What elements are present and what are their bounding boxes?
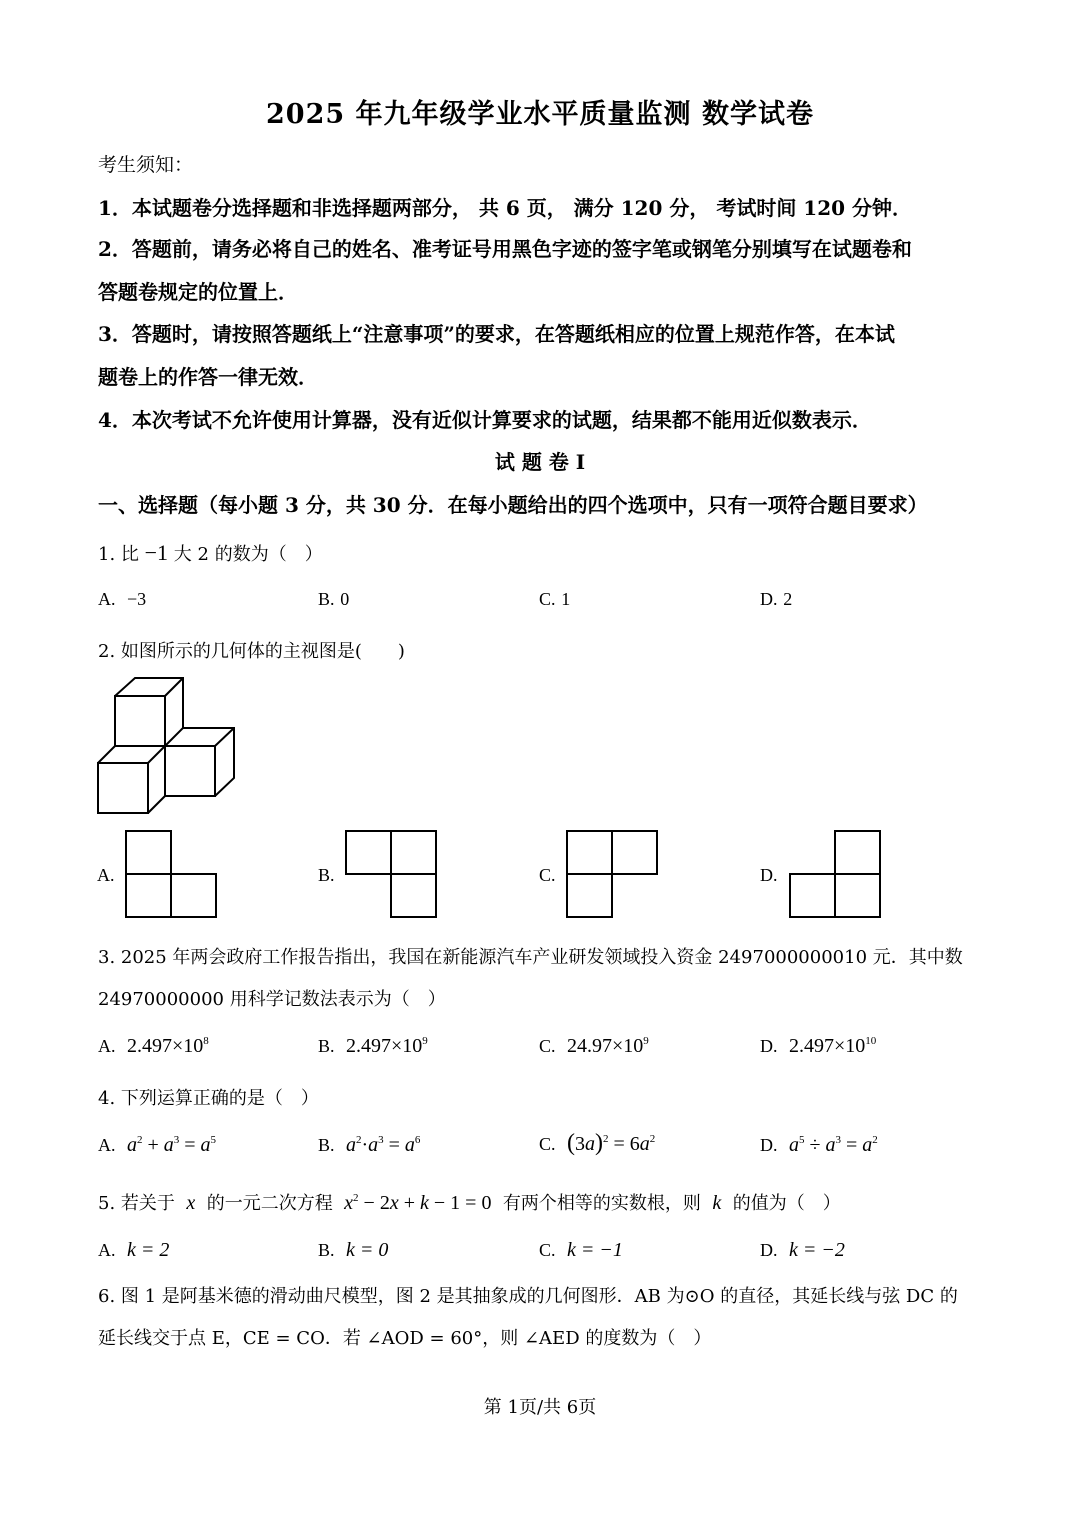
- question-4-stem: 4. 下列运算正确的是（ ）: [98, 1088, 319, 1109]
- q2-option-a-label: A.: [97, 865, 115, 885]
- q1-option-a: A. −3: [98, 589, 147, 609]
- question-6-line-2: 延长线交于点 E，CE = CO．若 ∠AOD = 60°，则 ∠AED 的度数为（ ）: [98, 1328, 712, 1349]
- notice-item-4: 4．本次考试不允许使用计算器，没有近似计算要求的试题，结果都不能用近似数表示．: [98, 408, 872, 432]
- q2-figure-left-cube-edge-a: [98, 746, 115, 763]
- q1-option-c: C. 1: [539, 589, 571, 609]
- q2-option-d-figure: [788, 829, 884, 921]
- q2-option-a-figure: [124, 829, 220, 921]
- page-title: 2025 年九年级学业水平质量监测 数学试卷: [266, 99, 814, 130]
- q2-figure-top-cube-front: [115, 696, 165, 746]
- q2-figure-right-cube-front: [165, 746, 215, 796]
- question-5-stem: 5. 若关于 x 的一元二次方程 $x^2 - 2x + k - 1 = 0$ 有两个相等的实数根，则 k 的值为（ ）: [98, 1192, 841, 1214]
- q1-option-d: D. 2: [760, 589, 793, 609]
- q2-figure-top-cube-edge: [165, 678, 183, 696]
- q1-stem-math: −1: [144, 540, 169, 565]
- q3-option-a: A. $2.497\times 10^8$: [98, 1035, 209, 1057]
- q5-option-d: D. k = −2: [760, 1239, 845, 1261]
- q3-option-c: C. $24.97\times 10^9$: [539, 1035, 649, 1057]
- q1-stem-b: 大 2 的数为（ ）: [173, 544, 323, 565]
- page-footer: 第 1页/共 6页: [483, 1397, 597, 1418]
- notice-item-1: 1．本试题卷分选择题和非选择题两部分， 共 6 页， 满分 120 分， 考试时间 120 分钟．: [98, 196, 912, 220]
- question-1-stem: [98, 540, 323, 566]
- section-title: 试 题 卷 I: [494, 450, 586, 474]
- q5-option-b: B. k = 0: [318, 1239, 389, 1261]
- notice-item-3-cont: 题卷上的作答一律无效．: [98, 365, 318, 389]
- q2-option-c-figure: [565, 829, 661, 921]
- q3-option-b: B. $2.497\times 10^9$: [318, 1035, 428, 1057]
- notice-heading: 考生须知：: [98, 154, 194, 176]
- q1-stem-a: 1. 比: [98, 544, 139, 565]
- q4-option-b: B. $a^2\cdot a^3 = a^6$: [318, 1134, 421, 1156]
- q2-solid-figure: [94, 676, 244, 821]
- question-6-line-1: 6. 图 1 是阿基米德的滑动曲尺模型，图 2 是其抽象成的几何图形．AB 为⊙O 的直径，其延长线与弦 DC 的: [98, 1286, 958, 1307]
- q5-option-c: C. k = −1: [539, 1239, 623, 1261]
- q5-option-a: A. k = 2: [98, 1239, 170, 1261]
- q3-option-d: D. $2.497\times 10^{10}$: [760, 1035, 877, 1057]
- q4-option-a: A. $a^2 + a^3 = a^5$: [98, 1134, 217, 1156]
- notice-item-2: 2．答题前，请务必将自己的姓名、准考证号用黑色字迹的签字笔或钢笔分别填写在试题卷和: [98, 237, 912, 261]
- q4-option-d: D. $a^5 \div a^3 = a^2$: [760, 1134, 878, 1156]
- q2-figure-left-cube-front: [98, 763, 148, 813]
- q2-figure-right-cube-depth: [183, 728, 234, 796]
- question-2-stem: 2. 如图所示的几何体的主视图是( ): [98, 641, 405, 662]
- q2-option-b-figure: [344, 829, 440, 921]
- q2-option-c-label: C.: [539, 865, 556, 885]
- q2-figure-right-cube-edge: [215, 728, 234, 746]
- question-3-line-2: 24970000000 用科学记数法表示为（ ）: [98, 989, 446, 1010]
- q1-option-b: B. 0: [318, 589, 350, 609]
- q2-figure-base-edge: [148, 796, 165, 813]
- notice-item-3: 3．答题时，请按照答题纸上“注意事项”的要求，在答题纸相应的位置上规范作答，在本试: [98, 322, 895, 346]
- q2-option-d-label: D.: [760, 865, 778, 885]
- question-3-line-1: 3. 2025 年两会政府工作报告指出，我国在新能源汽车产业研发领域投入资金 2497000000010 元．其中数: [98, 947, 963, 968]
- notice-item-2-cont: 答题卷规定的位置上．: [98, 280, 298, 304]
- q4-option-c: C. $(3a)^2 = 6a^2$: [539, 1130, 656, 1156]
- q2-option-b-label: B.: [318, 865, 335, 885]
- section-heading: 一、选择题（每小题 3 分，共 30 分．在每小题给出的四个选项中，只有一项符合题目要求）: [98, 493, 928, 517]
- q2-figure-left-cube-edge-b: [148, 746, 165, 763]
